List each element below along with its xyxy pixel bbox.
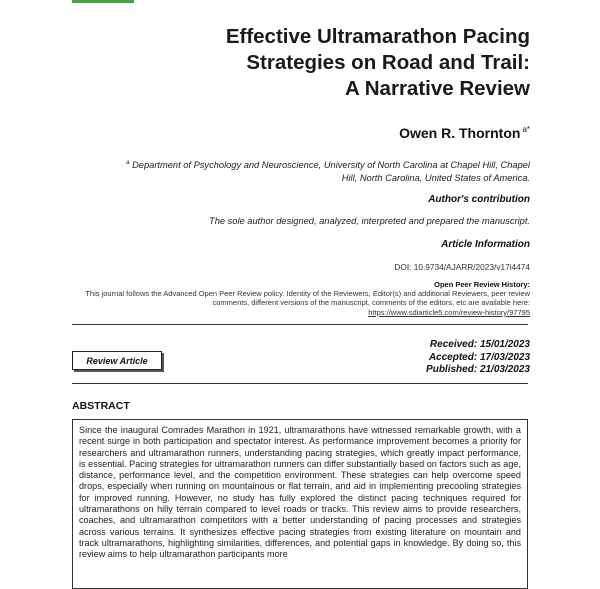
- doi: DOI: 10.9734/AJARR/2023/v17i4474: [394, 262, 530, 272]
- abstract-heading: ABSTRACT: [72, 400, 130, 412]
- date-accepted: Accepted: 17/03/2023: [428, 351, 530, 363]
- peer-review-text: This journal follows the Advanced Open Peer Review policy. Identity of the Reviewers, Editor(s) and additional Reviewers, peer review comments, different versions of the manuscript, comments of the editors, etc are available here:: [85, 289, 530, 308]
- title-line-2: Strategies on Road and Trail:: [246, 51, 530, 74]
- divider-bottom: [72, 383, 528, 384]
- title-line-3: A Narrative Review: [345, 77, 530, 100]
- authors-contribution-heading: Author's contribution: [428, 194, 530, 205]
- article-information-heading: Article Information: [441, 239, 530, 250]
- title-line-1: Effective Ultramarathon Pacing: [225, 25, 530, 48]
- author-name: Owen R. Thornton: [399, 125, 521, 141]
- article-title: [110, 24, 530, 102]
- abstract-text: Since the inaugural Comrades Marathon in 1921, ultramarathons have witnessed remarkable growth, with a recent surge in both participation and spectator interest. As performance improvement becomes a priority for researchers and ultramarathon runners, understanding pacing strategies, which greatly impact performance, is essential. Pacing strategies for ultramarathon runners can differ substantially based on factors such as age, distance, performance level, and the competition environment. These strategies can help overcome speed drops, especially when running on mountainous or flat terrain, and aid in implementing precooling strategies for improved running. However, no study has fully explored the distinct pacing techniques required for ultramarathons on hilly terrain compared to level roads or tracks. This review aims to provide researchers, coaches, and ultramarathon competitors with a better understanding of pacing processes and strategies across various terrains. It synthesizes effective pacing strategies from existing literature on mountain and track ultramarathons, highlighting similarities, differences, and potential gaps in knowledge. By doing so, this review aims to help ultramarathon participants more: [79, 425, 521, 560]
- affiliation-text: Department of Psychology and Neuroscience, University of North Carolina at Chapel Hill, Chapel Hill, North Carolina, United States of America.: [132, 160, 530, 184]
- publication-dates: [426, 339, 530, 377]
- divider-top: [72, 324, 528, 325]
- author-line: [399, 125, 530, 141]
- abstract-box: [72, 419, 528, 589]
- affiliation-mark: a: [126, 160, 130, 166]
- author-marks: a*: [522, 125, 530, 135]
- peer-review-link[interactable]: https://www.sdiarticle5.com/review-history/97795: [368, 307, 530, 317]
- date-received: Received: 15/01/2023: [429, 339, 530, 350]
- journal-accent-tab: [72, 0, 134, 3]
- date-published: Published: 21/03/2023: [426, 364, 530, 375]
- peer-review-body: [70, 289, 530, 317]
- article-type-badge: Review Article: [72, 351, 162, 370]
- peer-review-heading: Open Peer Review History:: [434, 280, 530, 289]
- affiliation: [110, 157, 530, 185]
- authors-contribution-text: The sole author designed, analyzed, interpreted and prepared the manuscript.: [209, 216, 530, 226]
